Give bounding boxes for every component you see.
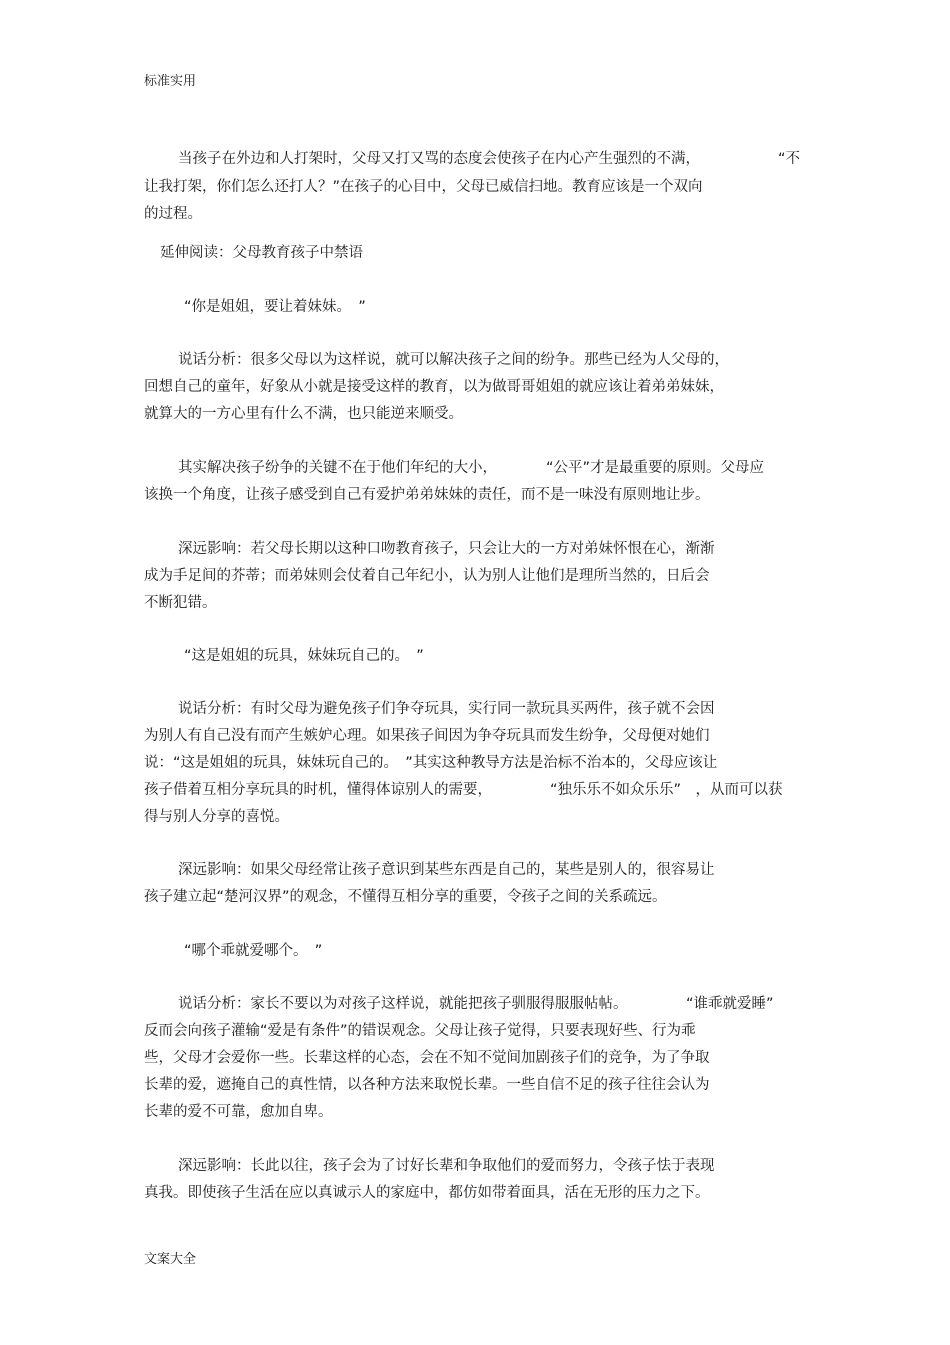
paragraph-line: 说话分析：很多父母以为这样说，就可以解决孩子之间的纷争。那些已经为人父母的， bbox=[178, 352, 729, 368]
paragraph-line: 深远影响：若父母长期以这种口吻教育孩子，只会让大的一方对弟妹怀恨在心，渐渐 bbox=[178, 541, 715, 557]
paragraph-line: 不断犯错。 bbox=[144, 595, 217, 611]
paragraph-line: 深远影响：如果父母经常让孩子意识到某些东西是自己的，某些是别人的，很容易让 bbox=[178, 862, 715, 878]
paragraph-line: 该换一个角度，让孩子感受到自己有爱护弟弟妹妹的责任，而不是一味没有原则地让步。 bbox=[144, 487, 710, 503]
paragraph-line: 得与别人分享的喜悦。 bbox=[144, 809, 289, 825]
paragraph-line: 长辈的爱，遮掩自己的真性情，以各种方法来取悦长辈。一些自信不足的孩子往往会认为 bbox=[144, 1077, 710, 1093]
paragraph-line: 真我。即使孩子生活在应以真诚示人的家庭中，都仿如带着面具，活在无形的压力之下。 bbox=[144, 1185, 710, 1201]
extended-reading-heading: 延伸阅读：父母教育孩子中禁语 bbox=[160, 245, 363, 261]
paragraph-line: 就算大的一方心里有什么不满，也只能逆来顺受。 bbox=[144, 406, 463, 422]
paragraph-line: 说话分析：家长不要以为对孩子这样说，就能把孩子驯服得服服帖帖。 bbox=[178, 996, 628, 1012]
paragraph-line: 说话分析：有时父母为避免孩子们争夺玩具，实行同一款玩具买两件，孩子就不会因 bbox=[178, 701, 715, 717]
paragraph-line: 成为手足间的芥蒂；而弟妹则会仗着自己年纪小，认为别人让他们是理所当然的，日后会 bbox=[144, 568, 710, 584]
paragraph-line: 孩子借着互相分享玩具的时机，懂得体谅别人的需要， bbox=[144, 782, 492, 798]
paragraph-line: 让我打架，你们怎么还打人？”在孩子的心目中，父母已威信扫地。教育应该是一个双向 bbox=[144, 179, 703, 195]
paragraph-line: 孩子建立起“楚河汉界”的观念，不懂得互相分享的重要，令孩子之间的关系疏远。 bbox=[144, 889, 667, 905]
page-header: 标准实用 bbox=[144, 74, 197, 89]
paragraph-line: 说：“这是姐姐的玩具，妹妹玩自己的。 ”其实这种教导方法是治标不治本的，父母应该让 bbox=[144, 755, 718, 771]
paragraph-line-tail: “公平”才是最重要的原则。父母应 bbox=[546, 460, 765, 476]
paragraph-line: 回想自己的童年，好象从小就是接受这样的教育，以为做哥哥姐姐的就应该让着弟弟妹妹， bbox=[144, 379, 724, 395]
paragraph-line: 深远影响：长此以往，孩子会为了讨好长辈和争取他们的爱而努力，令孩子怯于表现 bbox=[178, 1158, 715, 1174]
page-footer: 文案大全 bbox=[144, 1252, 197, 1267]
quote-heading: “你是姐姐，要让着妹妹。 ” bbox=[184, 299, 366, 315]
paragraph-line: 其实解决孩子纷争的关键不在于他们年纪的大小， bbox=[178, 460, 497, 476]
paragraph-line: 当孩子在外边和人打架时，父母又打又骂的态度会使孩子在内心产生强烈的不满， bbox=[178, 151, 700, 167]
paragraph-line-tail: “独乐乐不如众乐乐” ，从而可以获 bbox=[550, 782, 783, 798]
paragraph-line: 些，父母才会爱你一些。长辈这样的心态，会在不知不觉间加剧孩子们的竞争，为了争取 bbox=[144, 1050, 710, 1066]
quote-heading: “这是姐姐的玩具，妹妹玩自己的。 ” bbox=[184, 648, 424, 664]
paragraph-line-tail: “不 bbox=[778, 151, 801, 167]
paragraph-line: 反而会向孩子灌输“爱是有条件”的错误观念。父母让孩子觉得，只要表现好些、行为乖 bbox=[144, 1023, 696, 1039]
paragraph-line: 长辈的爱不可靠，愈加自卑。 bbox=[144, 1104, 333, 1120]
paragraph-line: 的过程。 bbox=[144, 206, 202, 222]
paragraph-line-tail: “谁乖就爱睡” bbox=[686, 996, 774, 1012]
quote-heading: “哪个乖就爱哪个。 ” bbox=[184, 943, 323, 959]
paragraph-line: 为别人有自己没有而产生嫉妒心理。如果孩子间因为争夺玩具而发生纷争，父母便对她们 bbox=[144, 728, 710, 744]
